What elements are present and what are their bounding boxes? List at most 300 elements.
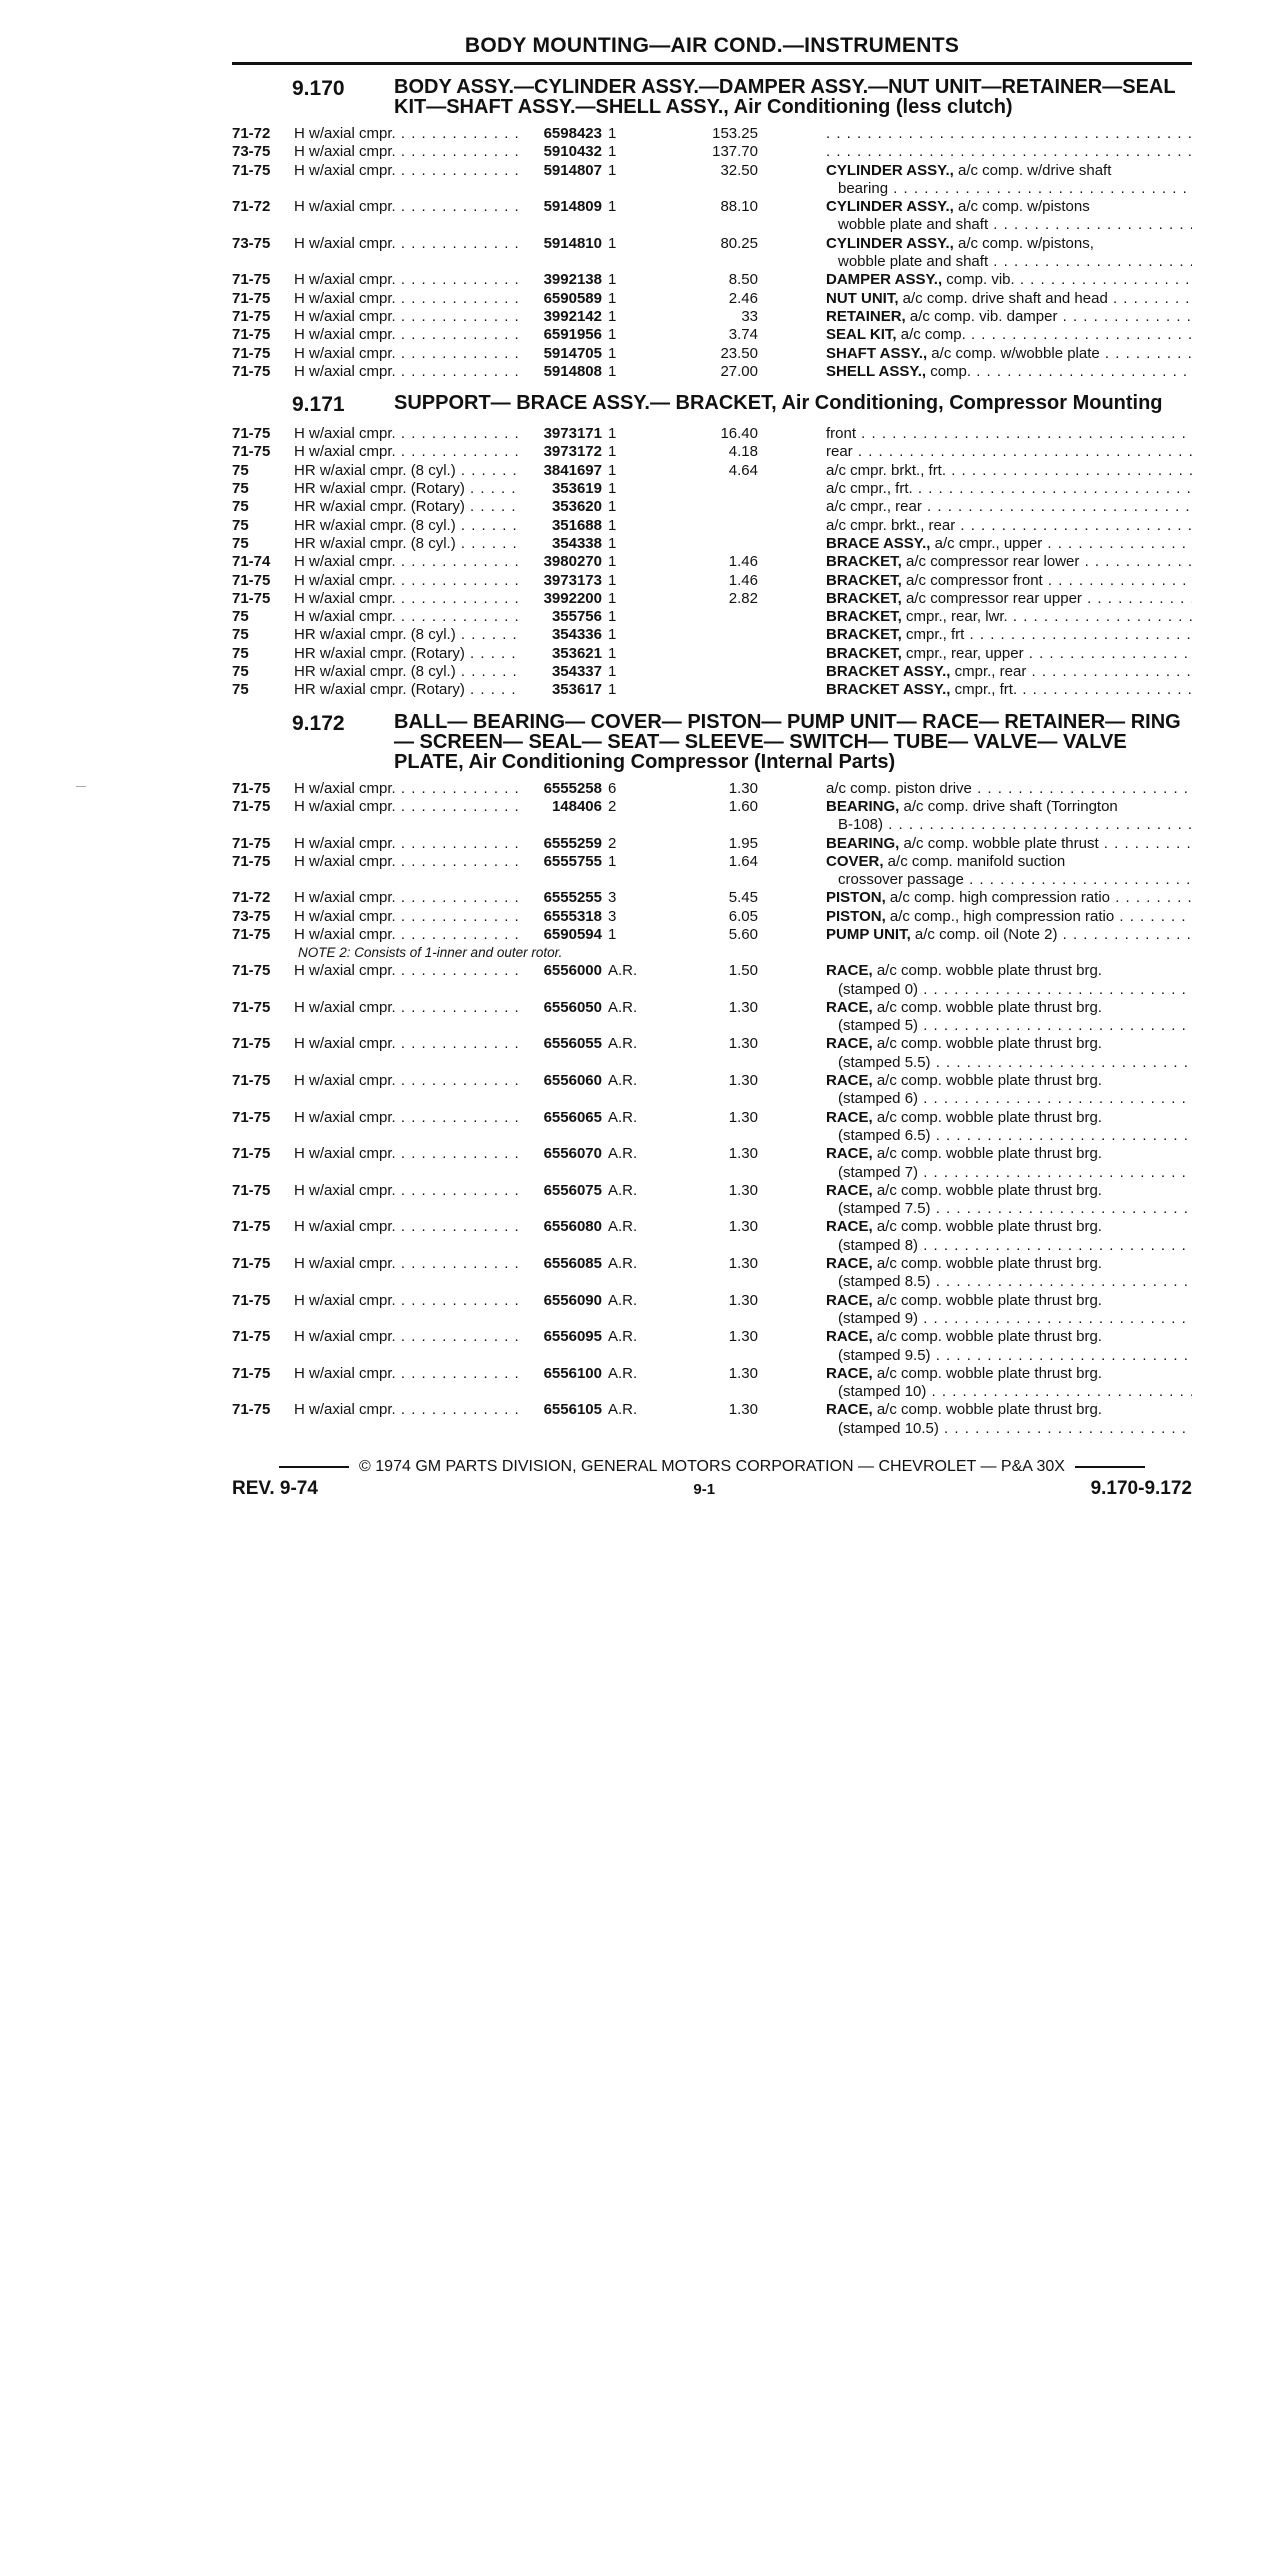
description-text: cmpr., frt (901, 626, 965, 644)
application: H w/axial cmpr. . . . (294, 908, 520, 926)
model-years: 71-75 (232, 1218, 271, 1236)
model-years: 71-75 (232, 1291, 271, 1309)
application: H w/axial cmpr. . . . (294, 608, 520, 626)
description-line1 (826, 162, 1192, 180)
part-number: 3980270 (543, 553, 602, 571)
application: H w/axial cmpr. . . . (294, 590, 520, 608)
description-keyword: SHELL ASSY., (826, 362, 927, 380)
application: H w/axial cmpr. . . . (294, 999, 520, 1017)
model-years: 71-75 (232, 1181, 271, 1199)
part-row (232, 443, 1192, 461)
description-text: a/c comp. manifold suction (883, 852, 1066, 870)
application: H w/axial cmpr. . . . (294, 572, 520, 590)
description-text: a/c comp. wobble plate thrust (899, 834, 1099, 852)
part-row (232, 999, 1192, 1036)
section-number: 9.170 (292, 77, 345, 100)
description-text: a/c comp. wobble plate thrust brg. (872, 1218, 1102, 1236)
part-number: 6555258 (543, 779, 602, 797)
quantity: 1 (608, 589, 617, 607)
part-number: 3992138 (543, 271, 602, 289)
quantity: 1 (608, 289, 617, 307)
description-line2: (stamped 10) . . . (826, 1383, 1192, 1401)
quantity: A.R. (608, 1035, 638, 1053)
application: H w/axial cmpr. . . . (294, 290, 520, 308)
description (826, 1182, 1192, 1219)
description-text: a/c cmpr., frt. (826, 480, 913, 498)
quantity: A.R. (608, 1072, 638, 1090)
part-row (232, 626, 1192, 644)
description-text: a/c comp. wobble plate thrust brg. (872, 1108, 1102, 1126)
price: 1.60 (728, 797, 758, 815)
description-line1 (826, 853, 1192, 871)
quantity: A.R. (608, 962, 638, 980)
application: H w/axial cmpr. . . . (294, 308, 520, 326)
price: 1.30 (728, 998, 758, 1016)
description-keyword: PISTON, (826, 889, 886, 907)
part-row (232, 572, 1192, 590)
description-text: a/c cmpr. brkt., rear (826, 516, 956, 534)
description-text: front (826, 425, 857, 443)
footer-bottom-line (232, 1478, 1192, 1500)
part-row (232, 835, 1192, 853)
description (826, 235, 1192, 272)
part-row (232, 798, 1192, 835)
quantity: 1 (608, 852, 617, 870)
description (826, 608, 1192, 626)
part-row (232, 1255, 1192, 1292)
description (826, 1109, 1192, 1146)
description-line2: (stamped 7) . . . (826, 1164, 1192, 1182)
model-years: 75 (232, 534, 249, 552)
part-row (232, 462, 1192, 480)
quantity: A.R. (608, 1145, 638, 1163)
description-line2: wobble plate and shaft . . . (826, 216, 1192, 234)
quantity: 1 (608, 443, 617, 461)
quantity: A.R. (608, 1401, 638, 1419)
price: 1.46 (728, 571, 758, 589)
description (826, 663, 1192, 681)
application: H w/axial cmpr. . . . (294, 1292, 520, 1310)
catalog-page (232, 34, 1192, 1500)
part-row (232, 681, 1192, 699)
part-number: 6590589 (543, 289, 602, 307)
part-row (232, 1109, 1192, 1146)
description (826, 1072, 1192, 1109)
application: H w/axial cmpr. . . . (294, 235, 520, 253)
model-years: 71-75 (232, 443, 271, 461)
application: HR w/axial cmpr. (8 cyl.) . . . (294, 535, 520, 553)
description-text: a/c comp. wobble plate thrust brg. (872, 962, 1102, 980)
model-years: 71-75 (232, 1145, 271, 1163)
quantity: 2 (608, 834, 617, 852)
price: 3.74 (728, 326, 758, 344)
price: 5.60 (728, 925, 758, 943)
description (826, 962, 1192, 999)
description-keyword: BRACKET ASSY., (826, 663, 951, 681)
part-number: 6555318 (543, 907, 602, 925)
price: 33 (741, 307, 758, 325)
price: 137.70 (712, 143, 758, 161)
model-years: 71-75 (232, 1072, 271, 1090)
model-years: 71-72 (232, 889, 271, 907)
application: H w/axial cmpr. . . . (294, 198, 520, 216)
description-keyword: SEAL KIT, (826, 326, 897, 344)
description-keyword: BRACKET, (826, 626, 902, 644)
model-years: 75 (232, 498, 249, 516)
quantity: 1 (608, 498, 617, 516)
margin-mark (76, 786, 86, 787)
description-text: a/c comp. drive shaft (Torrington (899, 797, 1118, 815)
part-number: 3992142 (543, 307, 602, 325)
description-line2: (stamped 0) . . . (826, 981, 1192, 999)
description-line2: wobble plate and shaft . . . (826, 253, 1192, 271)
description (826, 443, 1192, 461)
model-years: 75 (232, 626, 249, 644)
price: 4.18 (728, 443, 758, 461)
part-number: 6598423 (543, 125, 602, 142)
price: 1.30 (728, 1401, 758, 1419)
part-row (232, 143, 1192, 161)
model-years: 71-75 (232, 852, 271, 870)
part-number: 3841697 (543, 461, 602, 479)
part-number: 353620 (551, 498, 602, 516)
part-row (232, 780, 1192, 798)
price: 1.30 (728, 1108, 758, 1126)
description-keyword: BEARING, (826, 834, 900, 852)
part-row (232, 1218, 1192, 1255)
model-years: 71-75 (232, 425, 271, 443)
description-keyword: BRACKET, (826, 589, 902, 607)
price: 1.30 (728, 1364, 758, 1382)
description-line1 (826, 1401, 1192, 1419)
description-keyword: RACE, (826, 1291, 873, 1309)
description-text: a/c comp. w/pistons (953, 198, 1090, 216)
quantity: 1 (608, 326, 617, 344)
quantity: 1 (608, 271, 617, 289)
part-number: 353621 (551, 644, 602, 662)
quantity: 1 (608, 480, 617, 498)
description-keyword: RACE, (826, 1145, 873, 1163)
description-keyword: RACE, (826, 1401, 873, 1419)
model-years: 71-75 (232, 998, 271, 1016)
quantity: 1 (608, 307, 617, 325)
part-number: 6556055 (543, 1035, 602, 1053)
part-number: 354336 (551, 626, 602, 644)
description-text: cmpr., rear (950, 663, 1027, 681)
application: H w/axial cmpr. . . . (294, 835, 520, 853)
application: H w/axial cmpr. . . . (294, 780, 520, 798)
application: HR w/axial cmpr. (Rotary) . . . (294, 681, 520, 699)
description-text: a/c comp. high compression ratio (885, 889, 1111, 907)
application: H w/axial cmpr. . . . (294, 962, 520, 980)
part-row (232, 962, 1192, 999)
description-keyword: RACE, (826, 1218, 873, 1236)
description (826, 1255, 1192, 1292)
model-years: 71-75 (232, 1108, 271, 1126)
application: H w/axial cmpr. . . . (294, 1035, 520, 1053)
description-keyword: CYLINDER ASSY., (826, 161, 954, 179)
model-years: 71-75 (232, 571, 271, 589)
part-number: 5914807 (543, 161, 602, 179)
part-number: 3973173 (543, 571, 602, 589)
part-number: 5910432 (543, 143, 602, 161)
description-text: a/c compressor rear lower (901, 553, 1080, 571)
description (826, 462, 1192, 480)
part-row (232, 1035, 1192, 1072)
price: 27.00 (720, 362, 758, 380)
description (826, 798, 1192, 835)
part-number: 6556105 (543, 1401, 602, 1419)
description (826, 926, 1192, 944)
part-row (232, 363, 1192, 381)
quantity: 1 (608, 198, 617, 216)
model-years: 71-75 (232, 925, 271, 943)
description-line2: (stamped 8) . . . (826, 1237, 1192, 1255)
quantity: 1 (608, 626, 617, 644)
model-years: 75 (232, 663, 249, 681)
revision-label: REV. 9-74 (232, 1478, 318, 1499)
model-years: 71-75 (232, 362, 271, 380)
part-number: 6555755 (543, 852, 602, 870)
part-number: 3992200 (543, 589, 602, 607)
part-row (232, 926, 1192, 944)
price: 1.50 (728, 962, 758, 980)
page-number: 9-1 (693, 1480, 716, 1498)
description-keyword: RACE, (826, 1181, 873, 1199)
description-text: a/c comp. wobble plate thrust brg. (872, 1035, 1102, 1053)
description-line1 (826, 1328, 1192, 1346)
part-number: 6556075 (543, 1181, 602, 1199)
description (826, 572, 1192, 590)
model-years: 71-75 (232, 326, 271, 344)
part-number: 6591956 (543, 326, 602, 344)
section-heading (232, 77, 1192, 117)
part-number: 148406 (551, 797, 602, 815)
model-years: 75 (232, 480, 249, 498)
price: 16.40 (720, 425, 758, 443)
description-keyword: CYLINDER ASSY., (826, 234, 954, 252)
description-line2: (stamped 6) . . . (826, 1090, 1192, 1108)
description-keyword: PUMP UNIT, (826, 925, 911, 943)
description-keyword: COVER, (826, 852, 884, 870)
section-range: 9.170-9.172 (1090, 1478, 1192, 1499)
quantity: 1 (608, 516, 617, 534)
quantity: 1 (608, 925, 617, 943)
quantity: A.R. (608, 1328, 638, 1346)
description-text: a/c compressor rear upper (901, 589, 1082, 607)
model-years: 75 (232, 681, 249, 699)
price: 1.30 (728, 1181, 758, 1199)
description-text: a/c comp. wobble plate thrust brg. (872, 1181, 1102, 1199)
description-keyword: RACE, (826, 1035, 873, 1053)
model-years: 73-75 (232, 234, 271, 252)
part-row (232, 645, 1192, 663)
quantity: 1 (608, 644, 617, 662)
price: 1.30 (728, 1328, 758, 1346)
application: H w/axial cmpr. . . . (294, 1182, 520, 1200)
description (826, 835, 1192, 853)
price: 88.10 (720, 198, 758, 216)
quantity: A.R. (608, 1181, 638, 1199)
description-line2: (stamped 10.5) . . . (826, 1420, 1192, 1438)
description-line2: (stamped 5.5) . . . (826, 1054, 1192, 1072)
description-keyword: DAMPER ASSY., (826, 271, 943, 289)
description-line2: crossover passage . . . (826, 871, 1192, 889)
description (826, 1401, 1192, 1438)
part-number: 6590594 (543, 925, 602, 943)
description-line1 (826, 798, 1192, 816)
quantity: 1 (608, 553, 617, 571)
description-keyword: BRACKET, (826, 608, 902, 626)
description-text: a/c comp. wobble plate thrust brg. (872, 1145, 1102, 1163)
description-line2: (stamped 5) . . . (826, 1017, 1192, 1035)
footer-rule-left (279, 1466, 349, 1468)
price: 1.95 (728, 834, 758, 852)
description-keyword: RETAINER, (826, 307, 906, 325)
application: H w/axial cmpr. . . . (294, 1255, 520, 1273)
description-text: a/c cmpr. brkt., frt. (826, 461, 947, 479)
price: 1.30 (728, 1218, 758, 1236)
price: 1.46 (728, 553, 758, 571)
description-text: a/c comp. wobble plate thrust brg. (872, 998, 1102, 1016)
quantity: 1 (608, 461, 617, 479)
description-keyword: SHAFT ASSY., (826, 344, 928, 362)
description (826, 198, 1192, 235)
description-text: a/c comp. wobble plate thrust brg. (872, 1291, 1102, 1309)
application: H w/axial cmpr. . . . (294, 1109, 520, 1127)
price: 8.50 (728, 271, 758, 289)
model-years: 71-75 (232, 962, 271, 980)
description-keyword: BRACKET, (826, 571, 902, 589)
description (826, 425, 1192, 443)
description-keyword: RACE, (826, 1255, 873, 1273)
section-heading (232, 712, 1192, 772)
description-keyword: BRACKET, (826, 644, 902, 662)
quantity: 1 (608, 534, 617, 552)
quantity: 1 (608, 344, 617, 362)
model-years: 71-75 (232, 271, 271, 289)
description-text: a/c comp. wobble plate thrust brg. (872, 1364, 1102, 1382)
part-number: 6556050 (543, 998, 602, 1016)
application: HR w/axial cmpr. (8 cyl.) . . . (294, 626, 520, 644)
description-text: a/c comp. w/pistons, (953, 234, 1094, 252)
part-row (232, 125, 1192, 143)
quantity: 2 (608, 797, 617, 815)
part-number: 6556000 (543, 962, 602, 980)
model-years: 71-75 (232, 1255, 271, 1273)
price: 1.30 (728, 779, 758, 797)
model-years: 71-72 (232, 125, 271, 142)
description-line1 (826, 1145, 1192, 1163)
application: H w/axial cmpr. . . . (294, 1365, 520, 1383)
model-years: 75 (232, 461, 249, 479)
model-years: 71-75 (232, 344, 271, 362)
description-line1 (826, 1182, 1192, 1200)
part-row (232, 608, 1192, 626)
application: H w/axial cmpr. . . . (294, 363, 520, 381)
section-note: NOTE 2: Consists of 1-inner and outer rotor. (298, 945, 563, 961)
application: H w/axial cmpr. . . . (294, 889, 520, 907)
description-text: cmpr., rear, lwr. (901, 608, 1008, 626)
description-line2: (stamped 6.5) . . . (826, 1127, 1192, 1145)
description (826, 125, 1192, 143)
application: H w/axial cmpr. . . . (294, 345, 520, 363)
description-line2: (stamped 9) . . . (826, 1310, 1192, 1328)
part-number: 6556100 (543, 1364, 602, 1382)
model-years: 71-75 (232, 589, 271, 607)
part-number: 6556090 (543, 1291, 602, 1309)
quantity: A.R. (608, 1364, 638, 1382)
part-number: 3973172 (543, 443, 602, 461)
model-years: 71-75 (232, 779, 271, 797)
description-keyword: RACE, (826, 998, 873, 1016)
description-keyword: RACE, (826, 1108, 873, 1126)
part-number: 6555259 (543, 834, 602, 852)
description-line1 (826, 999, 1192, 1017)
description-line1 (826, 1255, 1192, 1273)
part-row (232, 498, 1192, 516)
description-line1 (826, 198, 1192, 216)
part-row (232, 235, 1192, 272)
application: H w/axial cmpr. . . . (294, 1328, 520, 1346)
part-number: 6556080 (543, 1218, 602, 1236)
part-row (232, 908, 1192, 926)
quantity: A.R. (608, 1255, 638, 1273)
description (826, 271, 1192, 289)
price: 1.30 (728, 1035, 758, 1053)
description (826, 1035, 1192, 1072)
description (826, 363, 1192, 381)
model-years: 71-75 (232, 1035, 271, 1053)
part-row (232, 162, 1192, 199)
price: 1.30 (728, 1291, 758, 1309)
quantity: 3 (608, 907, 617, 925)
part-number: 5914810 (543, 234, 602, 252)
part-row (232, 853, 1192, 890)
model-years: 71-75 (232, 834, 271, 852)
description-text: a/c comp. wobble plate thrust brg. (872, 1072, 1102, 1090)
part-number: 5914809 (543, 198, 602, 216)
part-row (232, 663, 1192, 681)
model-years: 71-75 (232, 1401, 271, 1419)
part-row (232, 535, 1192, 553)
description-line1 (826, 1218, 1192, 1236)
description-text: comp. (926, 362, 972, 380)
part-row (232, 517, 1192, 535)
quantity: 1 (608, 161, 617, 179)
part-row (232, 1072, 1192, 1109)
quantity: A.R. (608, 998, 638, 1016)
quantity: 1 (608, 663, 617, 681)
part-number: 353619 (551, 480, 602, 498)
price: 2.46 (728, 289, 758, 307)
description-text: a/c comp. piston drive (826, 779, 972, 797)
quantity: 1 (608, 362, 617, 380)
description-text: a/c comp. drive shaft and head (898, 289, 1108, 307)
section-number: 9.172 (292, 711, 345, 735)
catalog-content (232, 77, 1192, 1438)
quantity: 1 (608, 681, 617, 699)
application: H w/axial cmpr. . . . (294, 326, 520, 344)
application: H w/axial cmpr. . . . (294, 1218, 520, 1236)
footer-rule-right (1075, 1466, 1145, 1468)
section-title: SUPPORT— BRACE ASSY.— BRACKET, Air Conditioning, Compressor Mounting (394, 392, 1163, 415)
application: H w/axial cmpr. . . . (294, 425, 520, 443)
part-row (232, 345, 1192, 363)
description-text: a/c comp. w/wobble plate (927, 344, 1100, 362)
description-line1 (826, 1072, 1192, 1090)
model-years: 73-75 (232, 907, 271, 925)
